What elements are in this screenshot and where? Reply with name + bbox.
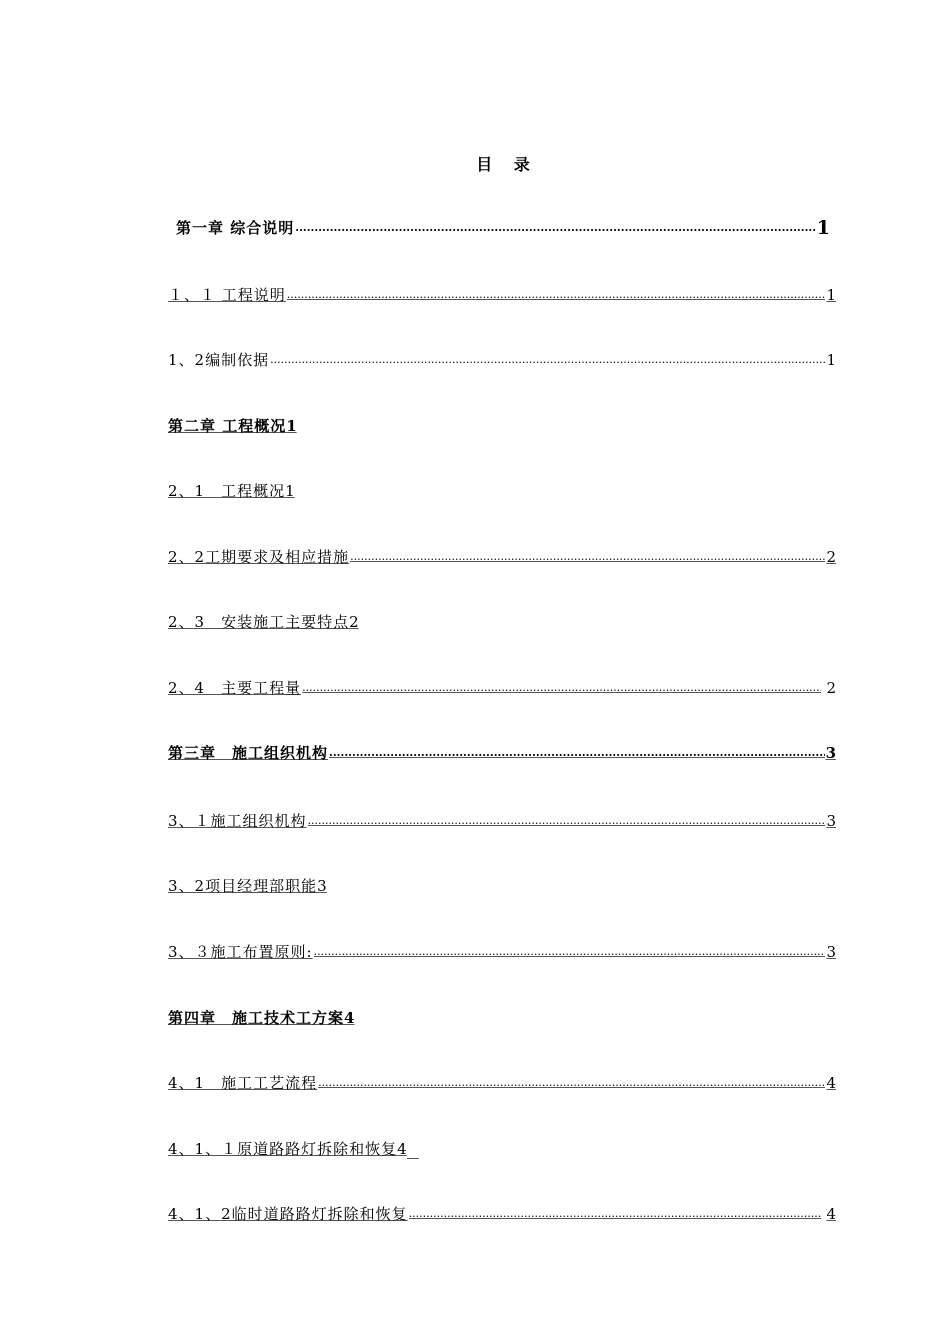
toc-entry-page: 1 [816, 217, 830, 239]
toc-entry-label: 2、2工期要求及相应措施 [168, 548, 350, 566]
toc-entry-page: 4 [397, 1140, 407, 1158]
toc-entry-page: 3 [825, 744, 836, 762]
toc-entry-label: 第四章 施工技术工方案 [168, 1009, 345, 1027]
toc-entry-section-2-2[interactable] [168, 543, 836, 567]
toc-entry-label: 1、2编制依据 [168, 351, 270, 369]
toc-entry-section-2-4[interactable] [168, 674, 836, 698]
toc-entry-chapter-1[interactable] [176, 214, 830, 238]
underline-trail [407, 1140, 419, 1159]
toc-entry-chapter-3[interactable] [168, 739, 836, 763]
toc-entry-page: 1 [285, 482, 295, 500]
toc-entry-label: １、１ 工程说明 [168, 286, 286, 304]
toc-entry-page: 2 [349, 613, 359, 631]
toc-entry-page: 4 [826, 1205, 836, 1223]
toc-entry-section-2-3[interactable] [168, 608, 836, 632]
dot-leader [350, 547, 825, 567]
toc-entry-section-2-1[interactable] [168, 477, 836, 501]
toc-entry-section-3-1[interactable] [168, 807, 836, 831]
dot-leader [329, 743, 825, 763]
toc-entry-page: 3 [826, 812, 836, 830]
dot-leader [308, 811, 826, 831]
toc-entry-page: 1 [826, 351, 836, 369]
toc-entry-section-1-2[interactable] [168, 346, 836, 370]
toc-entry-label: 第二章 工程概况 [168, 417, 287, 435]
dot-leader [318, 1073, 825, 1093]
toc-entry-page: 3 [317, 877, 327, 895]
toc-entry-section-4-1[interactable] [168, 1069, 836, 1093]
dot-leader [287, 285, 826, 305]
toc-entry-label: 第一章 综合说明 [176, 219, 295, 237]
toc-entry-page: 1 [826, 286, 836, 304]
dot-leader [302, 678, 821, 698]
toc-entry-section-3-2[interactable] [168, 872, 836, 896]
toc-entry-label: 4、1、１原道路路灯拆除和恢复 [168, 1140, 398, 1158]
toc-entry-label: 3、１施工组织机构 [168, 812, 307, 830]
toc-entry-section-4-1-2[interactable] [168, 1200, 836, 1224]
toc-entry-label: 第三章 施工组织机构 [168, 744, 329, 762]
dot-leader [270, 350, 825, 370]
toc-entry-section-1-1[interactable] [168, 281, 836, 305]
toc-entry-label: 4、1 施工工艺流程 [168, 1074, 318, 1092]
toc-entry-page: 1 [286, 417, 297, 435]
toc-entry-label: 2、1 工程概况 [168, 482, 286, 500]
toc-entry-page: 2 [826, 679, 836, 697]
toc-entry-label: 2、3 安装施工主要特点 [168, 613, 350, 631]
toc-entry-section-3-3[interactable] [168, 938, 836, 962]
toc-entry-label: 3、2项目经理部职能 [168, 877, 318, 895]
dot-leader [314, 942, 826, 962]
toc-entry-label: 4、1、2临时道路路灯拆除和恢复 [168, 1205, 408, 1223]
toc-entry-page: 4 [826, 1074, 836, 1092]
toc-entry-chapter-2[interactable] [168, 412, 836, 436]
toc-entry-label: 3、３施工布置原则: [168, 943, 313, 961]
toc-entry-page: 2 [826, 548, 836, 566]
toc-title: 目 录 [476, 155, 538, 174]
toc-entry-chapter-4[interactable] [168, 1004, 836, 1028]
dot-leader [295, 218, 816, 238]
dot-leader [409, 1204, 822, 1224]
toc-entry-page: 3 [826, 943, 836, 961]
toc-entry-section-4-1-1[interactable] [168, 1135, 836, 1159]
toc-entry-label: 2、4 主要工程量 [168, 679, 302, 697]
toc-entry-page: 4 [344, 1009, 355, 1027]
